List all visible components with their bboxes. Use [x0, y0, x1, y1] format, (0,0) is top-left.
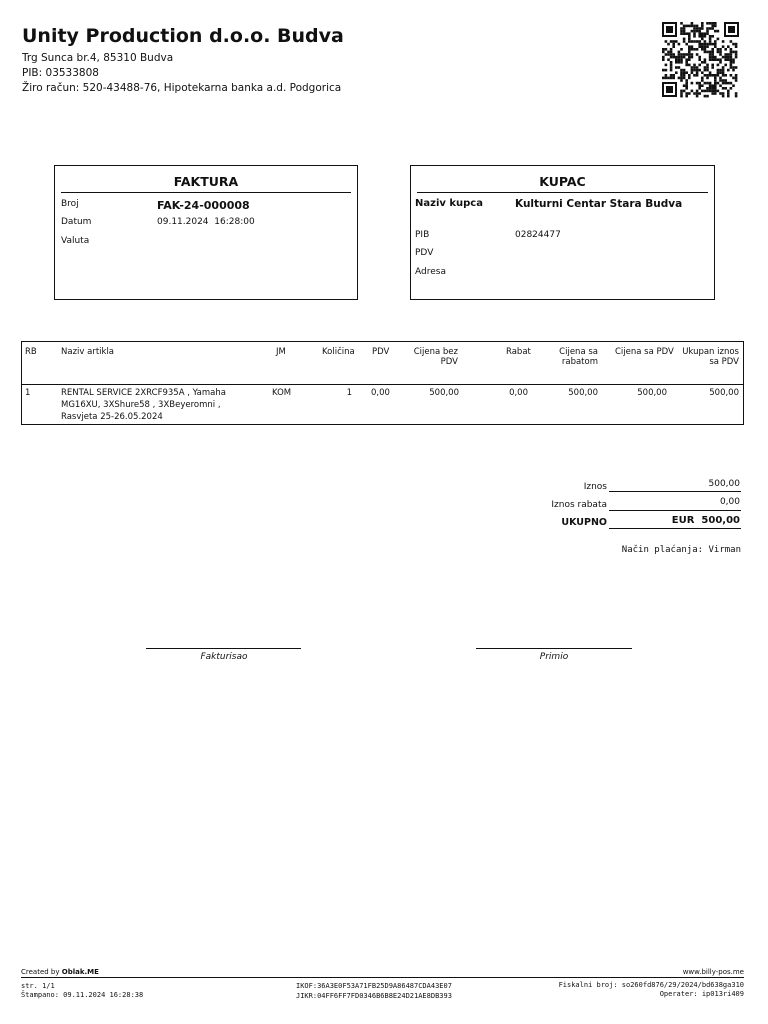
signature-label-right: Primio: [539, 652, 569, 662]
footer-fiscal-number: Fiskalni broj: so260fd876/29/2024/bd638ga310: [558, 981, 744, 989]
col-header-rb: RB: [25, 347, 37, 357]
col-header-price-no-vat: [408, 347, 458, 367]
footer-created-prefix: Created by: [21, 968, 62, 976]
footer-printed: Štampano: 09.11.2024 16:28:38: [21, 991, 144, 999]
invoice-title: FAKTURA: [173, 174, 239, 189]
items-table: [21, 341, 744, 425]
footer-jikr: JIKR:04FF6FF7FD0346B6B8E24D21AE8DB393: [296, 992, 452, 1000]
invoice-number-label: Broj: [61, 199, 79, 209]
row-item-name-line1: RENTAL SERVICE 2XRCF935A , Yamaha: [61, 388, 226, 398]
company-name: Unity Production d.o.o. Budva: [22, 25, 344, 47]
buyer-box: [410, 165, 715, 300]
totals-amount-label: Iznos: [583, 482, 607, 492]
signature-label-left: Fakturisao: [200, 652, 248, 662]
totals-total: EUR 500,00: [671, 515, 740, 526]
col-header-total: [678, 347, 739, 367]
invoice-currency-label: Valuta: [61, 236, 90, 246]
buyer-name-label: Naziv kupca: [415, 198, 483, 209]
col-header-unit: JM: [276, 347, 286, 357]
divider: [61, 192, 351, 193]
signature-line-left: [146, 648, 301, 649]
row-price-disc: 500,00: [568, 388, 598, 398]
divider: [21, 977, 744, 978]
col-header-discount: Rabat: [506, 347, 531, 357]
divider: [609, 491, 741, 492]
col-header-qty: Količina: [322, 347, 355, 357]
row-item-name-line2: MG16XU, 3XShure58 , 3XBeyeromni ,: [61, 400, 221, 410]
company-bank-account: Žiro račun: 520-43488-76, Hipotekarna banka a.d. Podgorica: [22, 82, 342, 94]
payment-method: Način plaćanja: Virman: [621, 545, 741, 555]
row-item-name: [61, 387, 261, 423]
buyer-address-label: Adresa: [415, 267, 446, 277]
row-item-name-line3: Rasvjeta 25-26.05.2024: [61, 412, 163, 422]
divider: [609, 528, 741, 529]
invoice-number: FAK-24-000008: [157, 199, 250, 212]
row-price-vat: 500,00: [637, 388, 667, 398]
totals-discount: 0,00: [719, 497, 740, 507]
totals-discount-label: Iznos rabata: [551, 500, 607, 510]
qr-code: [661, 21, 740, 98]
footer-ikof: IKOF:36A3E0F53A71FB25D9A86487CDA43E07: [296, 982, 452, 990]
col-header-name: Naziv artikla: [61, 347, 115, 357]
buyer-vat-label: PDV: [415, 248, 434, 258]
row-total: 500,00: [709, 388, 739, 398]
col-header-price-no-vat-line2: PDV: [440, 357, 458, 367]
col-header-price-no-vat-line1: Cijena bez: [413, 347, 458, 357]
row-vat: 0,00: [371, 388, 390, 398]
row-price-no-vat: 500,00: [429, 388, 459, 398]
col-header-vat: PDV: [372, 347, 390, 357]
col-header-total-line1: Ukupan iznos: [682, 347, 739, 357]
row-unit: KOM: [272, 388, 292, 398]
company-pib: PIB: 03533808: [22, 67, 99, 79]
footer-operator: Operater: ip013ri409: [659, 990, 744, 998]
row-qty: 1: [346, 388, 352, 398]
divider: [609, 510, 741, 511]
footer-created-by: [21, 968, 99, 976]
invoice-date-label: Datum: [61, 217, 92, 227]
totals-amount: 500,00: [708, 479, 740, 489]
col-header-price-disc: [542, 347, 598, 367]
invoice-date: 09.11.2024 16:28:00: [157, 217, 255, 227]
footer-brand: Oblak.ME: [61, 968, 99, 976]
company-address: Trg Sunca br.4, 85310 Budva: [22, 52, 174, 64]
footer-page: str. 1/1: [21, 982, 55, 990]
invoice-box: [54, 165, 358, 300]
divider: [417, 192, 708, 193]
buyer-pib: 02824477: [515, 230, 561, 240]
buyer-title: KUPAC: [539, 174, 586, 189]
divider: [22, 384, 743, 385]
col-header-price-vat: Cijena sa PDV: [615, 347, 674, 357]
totals-total-label: UKUPNO: [561, 517, 607, 528]
buyer-pib-label: PIB: [415, 230, 430, 240]
buyer-name: Kulturni Centar Stara Budva: [515, 198, 683, 210]
signature-line-right: [476, 648, 632, 649]
col-header-price-disc-line1: Cijena sa: [559, 347, 598, 357]
row-rb: 1: [25, 388, 31, 398]
footer-website: www.billy-pos.me: [682, 968, 744, 976]
col-header-total-line2: sa PDV: [709, 357, 739, 367]
col-header-price-disc-line2: rabatom: [561, 357, 598, 367]
row-discount: 0,00: [509, 388, 528, 398]
